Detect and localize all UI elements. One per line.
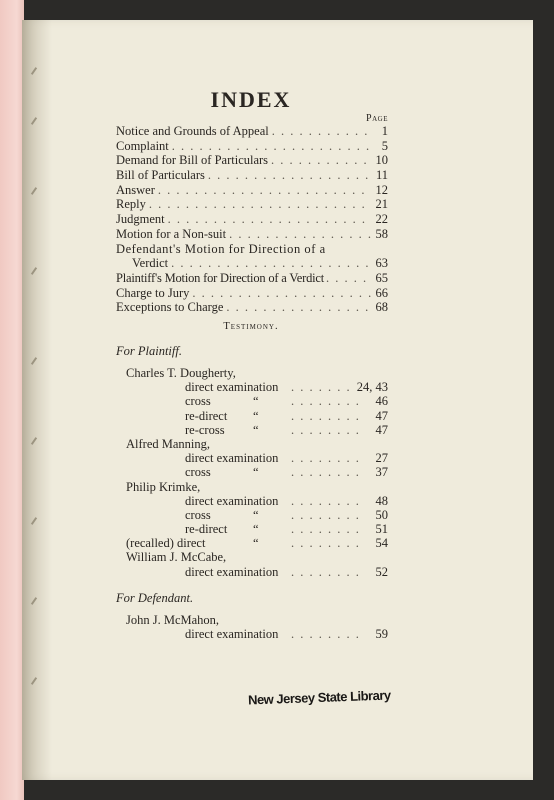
page-title: INDEX (210, 87, 292, 112)
contents-entry: Charge to Jury . . . 66 (116, 286, 388, 301)
witness-name: John J. McMahon, (126, 613, 220, 627)
witness-name: Philip Krimke, (126, 479, 201, 494)
pink-endpaper (0, 0, 24, 800)
defendant-testimony-list (116, 613, 388, 641)
testimony-entry: direct examination . . . 24, 43 (116, 380, 388, 394)
plaintiff-heading: For Plaintiff. (116, 344, 182, 358)
contents-entry: Exceptions to Charge . . . 68 (116, 300, 388, 315)
testimony-entry: cross “ . . . 46 (116, 394, 388, 408)
testimony-entry: re-direct “ . . . 51 (116, 522, 388, 536)
defendant-heading: For Defendant. (116, 591, 194, 605)
contents-entry: Defendant's Motion for Direction of a (116, 241, 326, 256)
contents-entry: Reply . . . 21 (116, 197, 388, 212)
testimony-entry: direct examination . . . 52 (116, 565, 388, 579)
testimony-entry: re-direct “ . . . 47 (116, 409, 388, 423)
testimony-entry: (recalled) direct “ . . . 54 (116, 536, 388, 550)
contents-entry: Plaintiff's Motion for Direction of a Verdict . . . 65 (116, 271, 388, 286)
contents-list (116, 124, 388, 315)
contents-entry: Answer . . . 12 (116, 183, 388, 198)
testimony-entry: direct examination . . . 59 (116, 627, 388, 641)
contents-entry: Motion for a Non-suit . . . 58 (116, 227, 388, 242)
witness-name: Charles T. Dougherty, (126, 366, 236, 380)
testimony-entry: direct examination . . . 27 (116, 451, 388, 465)
testimony-entry: cross “ . . . 37 (116, 465, 388, 479)
binding-shadow (22, 20, 52, 780)
contents-entry: Judgment . . . 22 (116, 212, 388, 227)
testimony-heading: Testimony. (223, 321, 279, 332)
plaintiff-testimony-list (116, 366, 388, 579)
testimony-entry: cross “ . . . 50 (116, 508, 388, 522)
library-stamp: New Jersey State Library (247, 687, 391, 708)
witness-name: Alfred Manning, (126, 436, 211, 451)
contents-entry: Demand for Bill of Particulars . . . 10 (116, 153, 388, 168)
testimony-entry: re-cross “ . . . 47 (116, 423, 388, 437)
testimony-entry: direct examination . . . 48 (116, 494, 388, 508)
contents-entry-continuation: Verdict . . . 63 (116, 256, 388, 271)
contents-entry: Complaint . . . 5 (116, 139, 388, 154)
contents-entry: Notice and Grounds of Appeal . . . 1 (116, 124, 388, 139)
page-column-header: Page (366, 113, 388, 124)
contents-entry: Bill of Particulars . . . 11 (116, 168, 388, 183)
witness-name: William J. McCabe, (126, 550, 227, 565)
